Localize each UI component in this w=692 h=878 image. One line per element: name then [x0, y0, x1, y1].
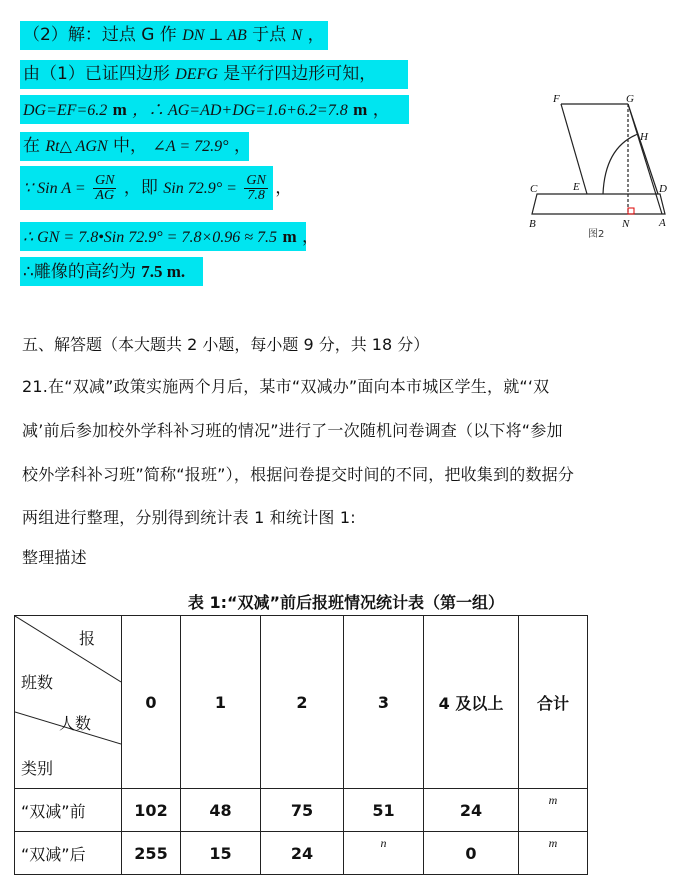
- cell-total: [519, 789, 588, 832]
- line4-text-a: 在: [23, 136, 40, 156]
- cell: 75: [261, 789, 344, 832]
- header-total: 合计: [519, 616, 588, 789]
- label-e: E: [573, 181, 580, 193]
- corner-label-top: 报: [79, 629, 96, 648]
- line1-end: ，: [307, 25, 325, 45]
- line6-end: ，: [302, 227, 320, 247]
- line3-expr1: DG=EF=6.2: [23, 102, 108, 119]
- cell: 102: [122, 789, 181, 832]
- line2-expr: DEFG: [175, 66, 218, 83]
- solution-line-7: [20, 257, 203, 286]
- solution-line-2: [20, 60, 408, 89]
- frac2-den: 7.8: [247, 187, 265, 203]
- header-1: 1: [181, 616, 261, 789]
- label-a: A: [659, 217, 666, 229]
- arc-eh: [603, 134, 638, 194]
- section-title: 五、解答题（本大题共 2 小题，每小题 9 分，共 18 分）: [22, 335, 430, 354]
- total-var-m: m: [548, 792, 558, 807]
- cell: 48: [181, 789, 261, 832]
- cell-var: [344, 832, 424, 875]
- solution-line-4: [20, 132, 249, 161]
- problem-line-1: 21.在“双减”政策实施两个月后，某市“双减办”面向本市城区学生，就“‘双: [22, 377, 550, 396]
- header-0: 0: [122, 616, 181, 789]
- line7-text: ∴雕像的高约为: [23, 262, 136, 282]
- line3-expr2: ，∴ AG=AD+DG=1.6+6.2=7.8: [132, 102, 348, 119]
- statistics-table: [14, 615, 588, 875]
- label-b: B: [529, 218, 536, 230]
- cell: 24: [424, 789, 519, 832]
- row-label-after: “双减”后: [15, 832, 122, 875]
- label-n: N: [622, 218, 630, 230]
- line4-expr: Rt△ AGN: [45, 138, 108, 155]
- line4-angle: ∠A = 72.9°: [152, 138, 229, 155]
- header-2: 2: [261, 616, 344, 789]
- solution-line-5: [20, 166, 293, 210]
- header-3: 3: [344, 616, 424, 789]
- line1-text-a: （2）解：过点 G 作: [23, 25, 177, 45]
- line5-text-b: ，即: [123, 178, 158, 198]
- line1-point-n: N: [291, 27, 303, 44]
- frac2-num: GN: [246, 172, 266, 188]
- line-ga: [628, 104, 662, 214]
- corner-label-renshu: 人数: [59, 714, 92, 733]
- table-row: [15, 832, 588, 875]
- cell: 0: [424, 832, 519, 875]
- table-caption: 表 1:“双减”前后报班情况统计表（第一组）: [187, 593, 505, 612]
- table-row: [15, 789, 588, 832]
- cell: 51: [344, 789, 424, 832]
- line4-text-b: 中，: [113, 136, 148, 156]
- line6-unit: m: [282, 227, 297, 246]
- line2-text-b: 是平行四边形可知，: [223, 64, 377, 84]
- frac1-num: GN: [95, 172, 115, 188]
- line2-text-a: 由（1）已证四边形: [23, 64, 170, 84]
- geometry-figure: [525, 92, 675, 242]
- base-trapezoid: [532, 194, 665, 214]
- label-h: H: [640, 131, 648, 143]
- line3-unit2: m: [353, 100, 368, 119]
- figure-caption: 图2: [588, 229, 605, 240]
- header-4plus: 4 及以上: [424, 616, 519, 789]
- line1-text-b: 于点: [252, 25, 287, 45]
- fraction-gn-78: [244, 174, 267, 203]
- fraction-gn-ag: [93, 174, 116, 203]
- solution-line-3: [20, 95, 409, 124]
- table-corner-cell: [15, 616, 122, 789]
- total-var-m: m: [548, 835, 558, 850]
- label-c: C: [530, 183, 538, 195]
- line3-end: ，: [372, 100, 390, 120]
- label-f: F: [553, 93, 560, 105]
- label-g: G: [626, 93, 634, 105]
- cell-total: [519, 832, 588, 875]
- label-d: D: [659, 183, 667, 195]
- cell: 255: [122, 832, 181, 875]
- line5-end: ，: [275, 178, 293, 198]
- corner-label-category: 类别: [21, 759, 54, 778]
- problem-line-3: 校外学科补习班”简称“报班”），根据问卷提交时间的不同，把收集到的数据分: [22, 465, 575, 484]
- problem-line-2: 减’前后参加校外学科补习班的情况”进行了一次随机问卷调查（以下将“参加: [22, 421, 563, 440]
- problem-line-5: 整理描述: [22, 548, 87, 567]
- cell: 15: [181, 832, 261, 875]
- problem-line-4: 两组进行整理，分别得到统计表 1 和统计图 1:: [22, 508, 356, 527]
- line3-unit1: m: [112, 100, 127, 119]
- line5-text-c: Sin 72.9° =: [163, 180, 237, 197]
- line7-value: 7.5 m.: [141, 262, 186, 281]
- corner-label-banshu: 班数: [21, 673, 54, 692]
- cell: 24: [261, 832, 344, 875]
- line5-text-a: ∵ Sin A =: [23, 180, 86, 197]
- table-header-row: [15, 616, 588, 789]
- line6-expr: ∴ GN = 7.8•Sin 72.9° = 7.8×0.96 ≈ 7.5: [23, 229, 278, 246]
- var-n: n: [380, 835, 387, 850]
- line1-expr: DN ⊥ AB: [182, 27, 247, 44]
- frac1-den: AG: [95, 187, 115, 203]
- line4-end: ，: [233, 136, 251, 156]
- solution-line-1: [20, 21, 328, 50]
- solution-line-6: [20, 222, 320, 251]
- right-angle-mark: [628, 208, 634, 214]
- row-label-before: “双减”前: [15, 789, 122, 832]
